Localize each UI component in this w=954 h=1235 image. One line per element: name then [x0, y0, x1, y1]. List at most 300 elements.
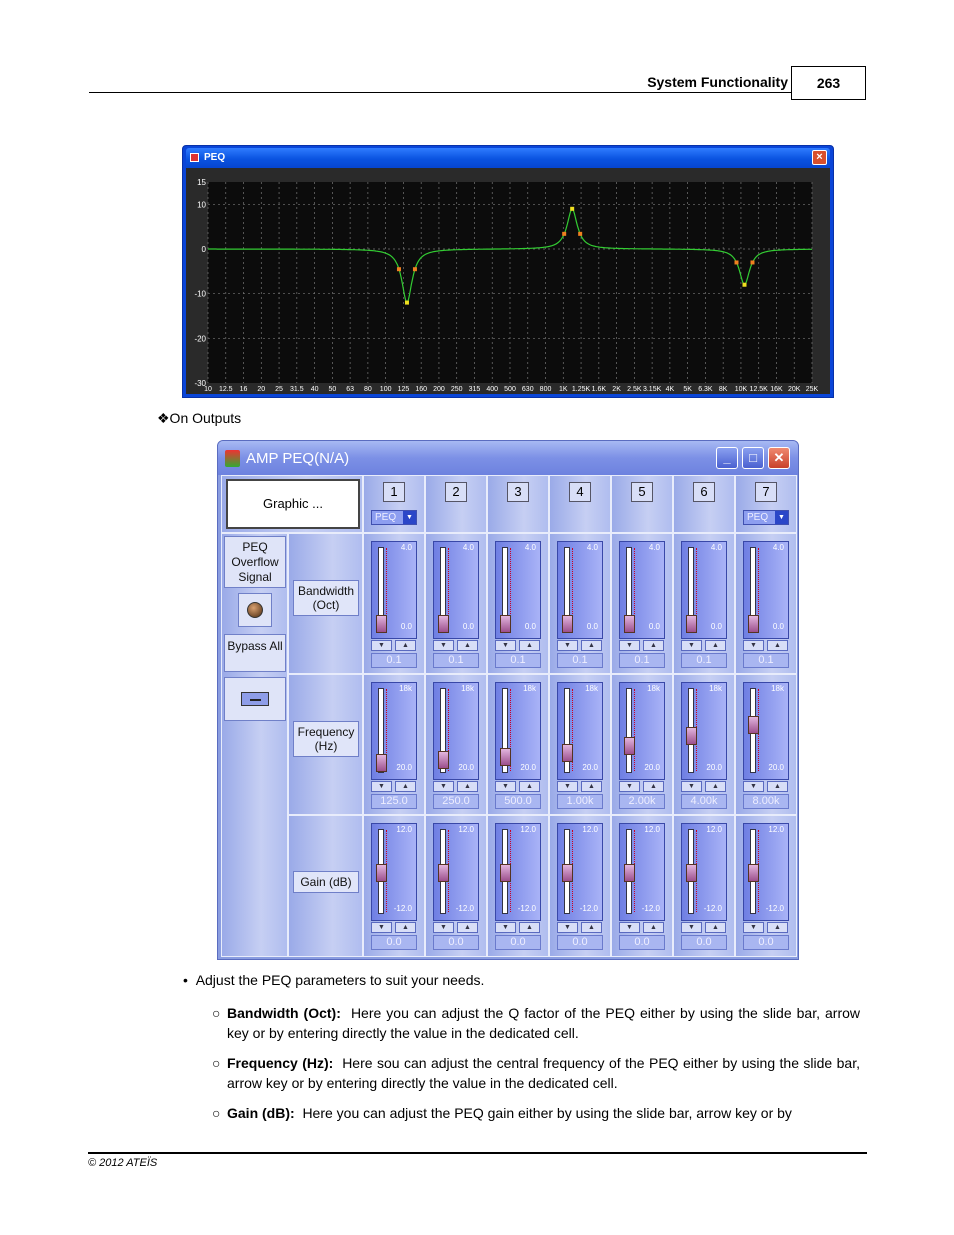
- x-tick-label: 10K: [734, 386, 748, 393]
- amp-peq-title: AMP PEQ(N/A): [246, 450, 350, 467]
- step-down-button[interactable]: ▼: [743, 640, 764, 651]
- x-tick-label: 160: [415, 386, 428, 393]
- bandwidth-slider[interactable]: [557, 541, 603, 639]
- bandwidth-slider[interactable]: [495, 541, 541, 639]
- page-number: 263: [791, 66, 866, 100]
- eq-center-handle[interactable]: [570, 207, 574, 211]
- slider-max-label: 4.0: [710, 543, 722, 552]
- x-tick-label: 6.3K: [698, 386, 713, 393]
- gain-slider[interactable]: [681, 823, 727, 921]
- frequency-cell-ch7: [735, 674, 797, 815]
- x-tick-label: 1.25K: [571, 386, 591, 393]
- x-tick-label: 400: [486, 386, 499, 393]
- bullet-item: • Adjust the PEQ parameters to suit your needs.: [183, 972, 485, 988]
- x-tick-label: 100: [379, 386, 392, 393]
- step-up-button[interactable]: ▲: [457, 922, 478, 933]
- step-arrows: [619, 781, 665, 793]
- amp-peq-window: [217, 440, 799, 960]
- slider-max-label: 12.0: [396, 825, 412, 834]
- step-down-button[interactable]: ▼: [557, 781, 578, 792]
- channel-header-6: [673, 475, 735, 533]
- gain-value-input[interactable]: 0.0: [495, 935, 541, 950]
- bandwidth-slider[interactable]: [619, 541, 665, 639]
- x-tick-label: 1.6K: [591, 386, 607, 393]
- step-down-button[interactable]: ▼: [433, 640, 454, 651]
- slider-max-label: 12.0: [458, 825, 474, 834]
- slider-thumb[interactable]: [438, 864, 449, 882]
- peq-response-graph[interactable]: [186, 168, 830, 394]
- x-tick-label: 200: [433, 386, 445, 393]
- app-icon: [225, 450, 240, 467]
- slider-min-label: 20.0: [768, 763, 784, 772]
- bandwidth-value-input[interactable]: 0.1: [495, 653, 541, 668]
- bandwidth-value-input[interactable]: 0.1: [433, 653, 479, 668]
- step-up-button[interactable]: ▲: [457, 781, 478, 792]
- step-down-button[interactable]: ▼: [371, 781, 392, 792]
- step-arrows: [433, 922, 479, 934]
- peq-titlebar[interactable]: [186, 148, 830, 168]
- peq-window-title: PEQ: [204, 152, 226, 163]
- bandwidth-value-input[interactable]: 0.1: [557, 653, 603, 668]
- step-down-button[interactable]: ▼: [495, 640, 516, 651]
- bandwidth-slider[interactable]: [371, 541, 417, 639]
- maximize-button[interactable]: □: [742, 447, 764, 469]
- step-arrows: [681, 781, 727, 793]
- slider-max-label: 4.0: [772, 543, 784, 552]
- graphic-button[interactable]: Graphic ...: [226, 479, 360, 529]
- slider-min-label: -12.0: [765, 904, 784, 913]
- eq-center-handle[interactable]: [742, 283, 746, 287]
- peq-response-plot[interactable]: [186, 168, 830, 394]
- slider-min-label: 0.0: [586, 622, 598, 631]
- slider-thumb[interactable]: [438, 615, 449, 633]
- eq-bandwidth-handle[interactable]: [413, 267, 417, 271]
- step-up-button[interactable]: ▲: [643, 640, 664, 651]
- gain-slider[interactable]: [495, 823, 541, 921]
- x-tick-label: 63: [346, 386, 355, 393]
- slider-max-label: 18k: [709, 684, 722, 693]
- step-arrows: [495, 781, 541, 793]
- slider-max-label: 12.0: [768, 825, 784, 834]
- step-down-button[interactable]: ▼: [619, 922, 640, 933]
- slider-thumb[interactable]: [562, 864, 573, 882]
- y-tick-label: 10: [197, 200, 206, 210]
- frequency-slider[interactable]: [743, 682, 789, 780]
- frequency-label: Frequency (Hz): [293, 721, 359, 757]
- step-down-button[interactable]: ▼: [433, 922, 454, 933]
- frequency-value-input[interactable]: 2.00k: [619, 794, 665, 809]
- gain-slider[interactable]: [433, 823, 479, 921]
- step-down-button[interactable]: ▼: [619, 781, 640, 792]
- gain-value-input[interactable]: 0.0: [371, 935, 417, 950]
- peq-type-dropdown[interactable]: PEQ ▼: [371, 510, 417, 525]
- bandwidth-value-input[interactable]: 0.1: [743, 653, 789, 668]
- gain-slider[interactable]: [743, 823, 789, 921]
- bandwidth-row-label-cell: [288, 533, 363, 674]
- step-arrows: [495, 640, 541, 652]
- gain-value-input[interactable]: 0.0: [743, 935, 789, 950]
- x-tick-label: 4K: [665, 386, 675, 393]
- peq-overflow-signal-label: PEQ Overflow Signal: [224, 536, 286, 588]
- minimize-button[interactable]: _: [716, 447, 738, 469]
- x-tick-label: 31.5: [290, 386, 304, 393]
- desc-gain: Here you can adjust the PEQ gain either by using the slide bar, arrow key or by: [302, 1105, 792, 1121]
- x-tick-label: 80: [363, 386, 372, 393]
- running-header-section: System Functionality: [647, 74, 788, 90]
- step-up-button[interactable]: ▲: [395, 922, 416, 933]
- eq-center-handle[interactable]: [405, 301, 409, 305]
- slider-max-label: 4.0: [524, 543, 536, 552]
- slider-max-label: 18k: [399, 684, 412, 693]
- bandwidth-cell-ch5: [611, 533, 673, 674]
- bandwidth-value-input[interactable]: 0.1: [371, 653, 417, 668]
- slider-min-label: 0.0: [400, 622, 412, 631]
- x-tick-label: 1K: [559, 386, 568, 393]
- channel-number: 5: [631, 482, 653, 502]
- step-up-button[interactable]: ▲: [643, 781, 664, 792]
- gain-cell-ch6: [673, 815, 735, 957]
- desc-frequency: Here sou can adjust the central frequency of the PEQ either by using the slide bar, arrow key or by entering directly the value in the dedicated cell.: [227, 1055, 860, 1091]
- frequency-slider[interactable]: [371, 682, 417, 780]
- channel-number: 7: [755, 482, 777, 502]
- frequency-row-label-cell: [288, 674, 363, 815]
- step-up-button[interactable]: ▲: [705, 781, 726, 792]
- slider-thumb[interactable]: [376, 754, 387, 772]
- slider-max-label: 4.0: [462, 543, 474, 552]
- step-up-button[interactable]: ▲: [581, 922, 602, 933]
- gain-cell-ch5: [611, 815, 673, 957]
- step-down-button[interactable]: ▼: [433, 781, 454, 792]
- x-tick-label: 40: [310, 386, 319, 393]
- y-axis-ticks: [194, 178, 206, 388]
- step-up-button[interactable]: ▲: [519, 781, 540, 792]
- slider-track: [626, 688, 632, 773]
- x-tick-label: 500: [504, 386, 516, 393]
- sub-bullet-marker: ○: [212, 1105, 221, 1121]
- frequency-value-input[interactable]: 125.0: [371, 794, 417, 809]
- x-tick-label: 8K: [718, 386, 728, 393]
- step-down-button[interactable]: ▼: [371, 640, 392, 651]
- frequency-value-input[interactable]: 500.0: [495, 794, 541, 809]
- slider-thumb[interactable]: [686, 727, 697, 745]
- step-down-button[interactable]: ▼: [557, 922, 578, 933]
- gain-cell-ch2: [425, 815, 487, 957]
- channel-number: 2: [445, 482, 467, 502]
- y-tick-label: 0: [201, 245, 206, 254]
- slider-max-label: 18k: [771, 684, 784, 693]
- slider-max-label: 12.0: [582, 825, 598, 834]
- frequency-slider[interactable]: [619, 682, 665, 780]
- step-up-button[interactable]: ▲: [767, 922, 788, 933]
- slider-min-label: -12.0: [455, 904, 474, 913]
- slider-max-label: 12.0: [520, 825, 536, 834]
- slider-thumb[interactable]: [500, 615, 511, 633]
- step-arrows: [557, 781, 603, 793]
- step-down-button[interactable]: ▼: [681, 640, 702, 651]
- gain-slider[interactable]: [371, 823, 417, 921]
- eq-bandwidth-handle[interactable]: [750, 260, 754, 264]
- eq-bandwidth-handle[interactable]: [735, 260, 739, 264]
- frequency-slider[interactable]: [681, 682, 727, 780]
- x-tick-label: 315: [468, 386, 481, 393]
- header-rule: [89, 92, 791, 93]
- x-tick-label: 3.15K: [642, 386, 662, 393]
- step-down-button[interactable]: ▼: [495, 781, 516, 792]
- x-tick-label: 10: [204, 386, 212, 393]
- slider-min-label: 0.0: [462, 622, 474, 631]
- slider-max-label: 4.0: [400, 543, 412, 552]
- term-bandwidth: Bandwidth (Oct):: [227, 1005, 341, 1021]
- bandwidth-cell-ch1: [363, 533, 425, 674]
- slider-min-label: -12.0: [579, 904, 598, 913]
- x-tick-label: 12.5: [218, 386, 233, 393]
- slider-max-label: 12.0: [644, 825, 660, 834]
- frequency-cell-ch4: [549, 674, 611, 815]
- sub-bullet-marker: ○: [212, 1055, 221, 1071]
- bandwidth-slider[interactable]: [681, 541, 727, 639]
- slider-min-label: 0.0: [524, 622, 536, 631]
- frequency-value-input[interactable]: 8.00k: [743, 794, 789, 809]
- channel-header-7: [735, 475, 797, 533]
- frequency-value-input[interactable]: 1.00k: [557, 794, 603, 809]
- slider-min-label: 20.0: [706, 763, 722, 772]
- x-tick-label: 25: [275, 386, 283, 393]
- step-arrows: [681, 640, 727, 652]
- bandwidth-cell-ch6: [673, 533, 735, 674]
- chevron-down-icon: ▼: [775, 511, 788, 524]
- channel-header-1: [363, 475, 425, 533]
- gain-slider[interactable]: [557, 823, 603, 921]
- channel-header-4: [549, 475, 611, 533]
- channel-header-3: [487, 475, 549, 533]
- step-arrows: [619, 640, 665, 652]
- close-button[interactable]: ✕: [768, 447, 790, 469]
- slider-min-label: 20.0: [396, 763, 412, 772]
- peq-window: [182, 145, 834, 398]
- slider-min-label: -12.0: [393, 904, 412, 913]
- x-tick-label: 25K: [805, 386, 819, 393]
- bandwidth-label: Bandwidth (Oct): [293, 580, 359, 616]
- slider-thumb[interactable]: [686, 615, 697, 633]
- step-arrows: [371, 781, 417, 793]
- slider-max-label: 18k: [585, 684, 598, 693]
- step-up-button[interactable]: ▲: [705, 640, 726, 651]
- step-up-button[interactable]: ▲: [767, 640, 788, 651]
- step-arrows: [433, 640, 479, 652]
- channel-number: 3: [507, 482, 529, 502]
- slider-min-label: 20.0: [458, 763, 474, 772]
- frequency-slider[interactable]: [495, 682, 541, 780]
- x-tick-label: 20: [257, 386, 266, 393]
- step-up-button[interactable]: ▲: [705, 922, 726, 933]
- control-column: [221, 533, 288, 957]
- gain-value-input[interactable]: 0.0: [433, 935, 479, 950]
- channel-number: 4: [569, 482, 591, 502]
- bypass-all-label: Bypass All: [224, 634, 286, 672]
- step-arrows: [681, 922, 727, 934]
- x-tick-label: 5K: [683, 386, 692, 393]
- step-up-button[interactable]: ▲: [395, 640, 416, 651]
- bandwidth-value-input[interactable]: 0.1: [681, 653, 727, 668]
- bandwidth-slider[interactable]: [743, 541, 789, 639]
- frequency-value-input[interactable]: 4.00k: [681, 794, 727, 809]
- x-tick-label: 800: [539, 386, 552, 393]
- on-outputs-heading: ❖On Outputs: [157, 410, 242, 426]
- slider-min-label: 0.0: [710, 622, 722, 631]
- step-down-button[interactable]: ▼: [557, 640, 578, 651]
- step-down-button[interactable]: ▼: [681, 781, 702, 792]
- step-up-button[interactable]: ▲: [581, 640, 602, 651]
- y-tick-label: -10: [194, 289, 206, 299]
- slider-thumb[interactable]: [686, 864, 697, 882]
- slider-min-label: 20.0: [644, 763, 660, 772]
- x-tick-label: 12.5K: [749, 386, 768, 393]
- step-down-button[interactable]: ▼: [371, 922, 392, 933]
- y-tick-label: -30: [194, 379, 206, 388]
- gain-cell-ch7: [735, 815, 797, 957]
- y-tick-label: 15: [197, 178, 206, 187]
- gain-cell-ch4: [549, 815, 611, 957]
- step-up-button[interactable]: ▲: [581, 781, 602, 792]
- bandwidth-cell-ch7: [735, 533, 797, 674]
- slider-max-label: 18k: [461, 684, 474, 693]
- x-axis-ticks: [204, 386, 818, 393]
- slider-thumb[interactable]: [748, 615, 759, 633]
- step-up-button[interactable]: ▲: [519, 640, 540, 651]
- desc-bandwidth: Here you can adjust the Q factor of the PEQ either by using the slide bar, arrow key or by entering directly the value in the dedicated cell.: [227, 1005, 861, 1041]
- frequency-cell-ch3: [487, 674, 549, 815]
- x-tick-label: 50: [328, 386, 337, 393]
- slider-thumb[interactable]: [562, 744, 573, 762]
- footer-rule: [88, 1152, 867, 1154]
- step-down-button[interactable]: ▼: [619, 640, 640, 651]
- gain-cell-ch1: [363, 815, 425, 957]
- step-arrows: [371, 640, 417, 652]
- gain-value-input[interactable]: 0.0: [557, 935, 603, 950]
- gain-value-input[interactable]: 0.0: [681, 935, 727, 950]
- eq-bandwidth-handle[interactable]: [397, 267, 401, 271]
- step-up-button[interactable]: ▲: [457, 640, 478, 651]
- channel-number: 6: [693, 482, 715, 502]
- frequency-value-input[interactable]: 250.0: [433, 794, 479, 809]
- eq-bandwidth-handle[interactable]: [562, 232, 566, 236]
- slider-thumb[interactable]: [624, 737, 635, 755]
- slider-max-label: 4.0: [648, 543, 660, 552]
- x-tick-label: 16K: [770, 386, 783, 393]
- slider-thumb[interactable]: [748, 864, 759, 882]
- step-up-button[interactable]: ▲: [643, 922, 664, 933]
- slider-min-label: -12.0: [703, 904, 722, 913]
- slider-thumb[interactable]: [500, 864, 511, 882]
- slider-thumb[interactable]: [376, 864, 387, 882]
- footer-copyright: © 2012 ATEÏS: [88, 1157, 158, 1169]
- y-tick-label: -20: [194, 334, 206, 344]
- bandwidth-cell-ch2: [425, 533, 487, 674]
- chevron-down-icon: ▼: [403, 511, 416, 524]
- step-arrows: [619, 922, 665, 934]
- gain-row-label-cell: [288, 815, 363, 957]
- slider-scale: [634, 689, 638, 771]
- step-down-button[interactable]: ▼: [743, 781, 764, 792]
- x-tick-label: 16: [239, 386, 248, 393]
- sub-bullet-marker: ○: [212, 1005, 221, 1021]
- bandwidth-value-input[interactable]: 0.1: [619, 653, 665, 668]
- frequency-cell-ch2: [425, 674, 487, 815]
- channel-header-5: [611, 475, 673, 533]
- channel-header-2: [425, 475, 487, 533]
- bypass-all-button[interactable]: [224, 677, 286, 721]
- app-icon: [190, 153, 199, 162]
- step-arrows: [371, 922, 417, 934]
- slider-min-label: -12.0: [517, 904, 536, 913]
- step-down-button[interactable]: ▼: [495, 922, 516, 933]
- step-arrows: [495, 922, 541, 934]
- step-arrows: [743, 640, 789, 652]
- slider-max-label: 18k: [523, 684, 536, 693]
- step-up-button[interactable]: ▲: [395, 781, 416, 792]
- step-up-button[interactable]: ▲: [767, 781, 788, 792]
- term-gain: Gain (dB):: [227, 1105, 295, 1121]
- step-up-button[interactable]: ▲: [519, 922, 540, 933]
- bandwidth-slider[interactable]: [433, 541, 479, 639]
- bullet-text: Adjust the PEQ parameters to suit your needs.: [195, 972, 485, 988]
- gain-label: Gain (dB): [293, 871, 359, 893]
- x-tick-label: 2.5K: [627, 386, 642, 393]
- step-arrows: [557, 640, 603, 652]
- slider-thumb[interactable]: [438, 751, 449, 769]
- slider-thumb[interactable]: [748, 716, 759, 734]
- x-tick-label: 2K: [612, 386, 621, 393]
- frequency-cell-ch5: [611, 674, 673, 815]
- slider-max-label: 12.0: [706, 825, 722, 834]
- term-frequency: Frequency (Hz):: [227, 1055, 334, 1071]
- channel-number: 1: [383, 482, 405, 502]
- x-tick-label: 250: [450, 386, 463, 393]
- gain-value-input[interactable]: 0.0: [619, 935, 665, 950]
- x-tick-label: 125: [397, 386, 410, 393]
- step-arrows: [433, 781, 479, 793]
- slider-min-label: 0.0: [772, 622, 784, 631]
- x-tick-label: 20K: [788, 386, 801, 393]
- slider-thumb[interactable]: [624, 615, 635, 633]
- slider-min-label: 0.0: [648, 622, 660, 631]
- step-arrows: [557, 922, 603, 934]
- eq-bandwidth-handle[interactable]: [578, 232, 582, 236]
- slider-max-label: 4.0: [586, 543, 598, 552]
- gain-cell-ch3: [487, 815, 549, 957]
- slider-thumb[interactable]: [624, 864, 635, 882]
- close-button[interactable]: ×: [812, 150, 827, 165]
- step-down-button[interactable]: ▼: [681, 922, 702, 933]
- slider-max-label: 18k: [647, 684, 660, 693]
- frequency-cell-ch6: [673, 674, 735, 815]
- bandwidth-cell-ch3: [487, 533, 549, 674]
- slider-thumb[interactable]: [500, 748, 511, 766]
- x-tick-label: 630: [521, 386, 534, 393]
- frequency-cell-ch1: [363, 674, 425, 815]
- slider-min-label: 20.0: [582, 763, 598, 772]
- frequency-slider[interactable]: [433, 682, 479, 780]
- step-down-button[interactable]: ▼: [743, 922, 764, 933]
- step-arrows: [743, 781, 789, 793]
- slider-thumb[interactable]: [376, 615, 387, 633]
- frequency-slider[interactable]: [557, 682, 603, 780]
- overflow-indicator-led: [238, 593, 272, 627]
- peq-type-dropdown[interactable]: PEQ ▼: [743, 510, 789, 525]
- slider-thumb[interactable]: [562, 615, 573, 633]
- amp-peq-titlebar[interactable]: [218, 441, 798, 475]
- gain-slider[interactable]: [619, 823, 665, 921]
